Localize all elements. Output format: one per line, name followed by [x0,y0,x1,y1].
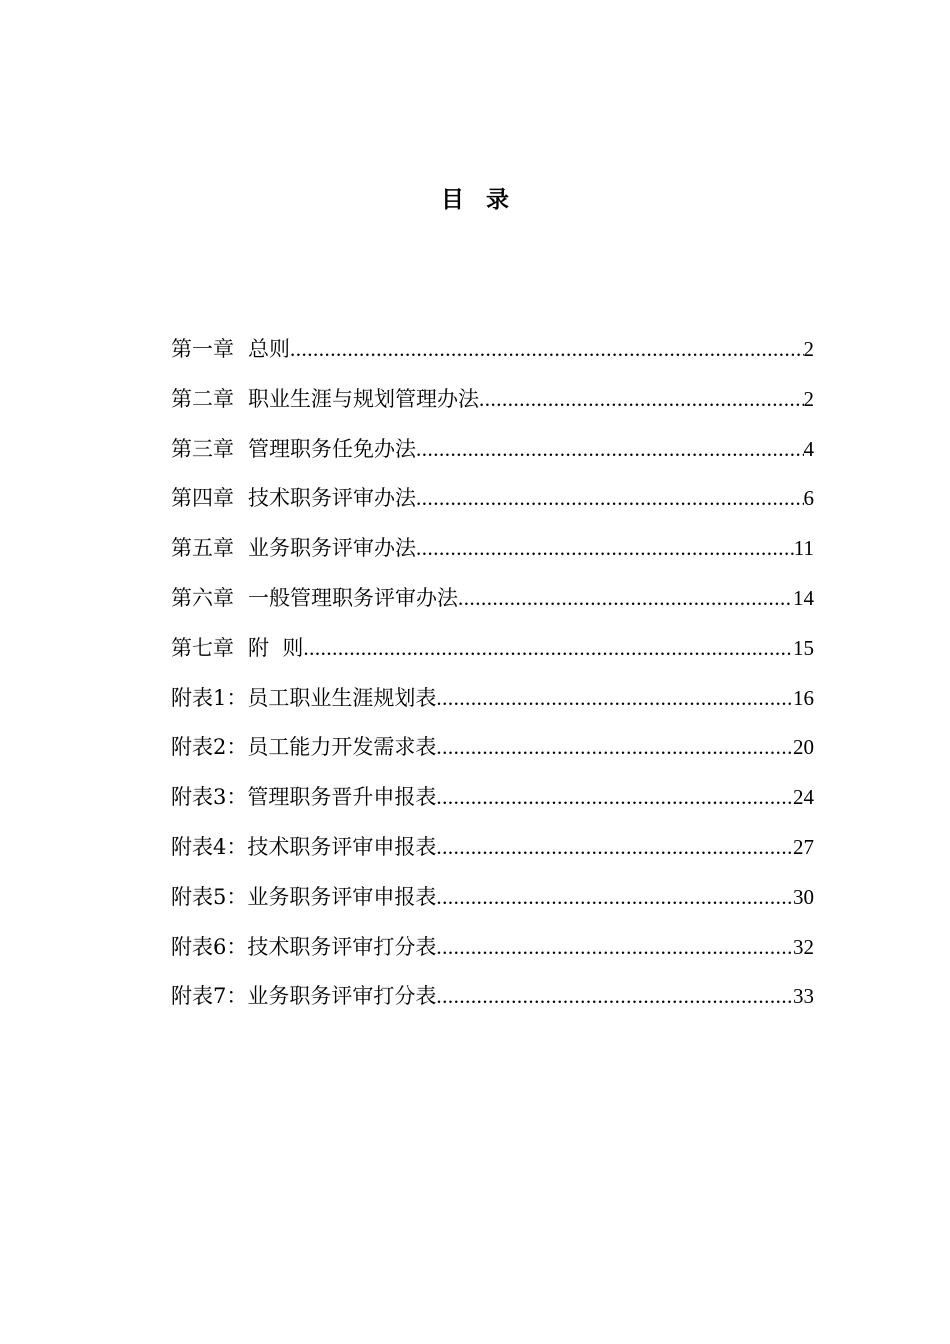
toc-entry-number: 附表3： [171,785,248,810]
toc-entry-label [171,878,436,916]
toc-entry-text: 业务职务评审打分表 [247,984,437,1009]
toc-entry-number: 附表1： [171,685,248,710]
toc-entry-number: 第四章 [171,486,234,511]
toc-entry-text: 管理职务任免办法 [248,436,416,461]
toc-entry-number: 附表6： [171,934,248,959]
toc-entry-label [171,928,436,966]
toc-entry-label [171,579,458,617]
toc-entry-text: 一般管理职务评审办法 [248,585,458,610]
toc-leader-dots [458,579,793,617]
toc-entry-number: 第三章 [171,436,234,461]
toc-page-number: 2 [803,386,814,411]
toc-entry-text: 技术职务评审打分表 [247,934,437,959]
toc-leader-dots [416,430,804,468]
toc-entry-label [171,828,436,866]
toc-entry-label [171,479,416,517]
toc-page-number: 32 [793,934,814,959]
toc-entry-text: 技术职务评审办法 [248,486,416,511]
toc-leader-dots [416,529,794,567]
toc-entry-label [171,430,416,468]
table-of-contents [171,330,814,1027]
toc-entry-number: 第六章 [171,585,234,610]
toc-entry-text: 职业生涯与规划管理办法 [248,386,479,411]
toc-page-number: 16 [793,685,814,710]
toc-entry[interactable] [171,728,814,778]
toc-leader-dots [436,928,793,966]
toc-page-number: 2 [803,337,814,361]
toc-entry[interactable] [171,479,814,529]
toc-entry-label [171,778,436,816]
toc-entry-text: 员工能力开发需求表 [247,735,437,760]
toc-entry-number: 第二章 [171,386,234,411]
toc-entry-number: 第五章 [171,536,234,561]
toc-leader-dots [303,629,793,667]
toc-page-number: 27 [793,834,814,859]
toc-leader-dots [290,330,804,368]
toc-leader-dots [416,479,804,517]
toc-entry-number: 附表4： [171,834,248,859]
toc-entry-label [171,380,479,418]
toc-entry-number: 附表7： [171,984,248,1009]
toc-entry-label [171,529,416,567]
toc-entry-text: 技术职务评审申报表 [247,834,437,859]
toc-page-number: 20 [793,735,814,760]
toc-leader-dots [436,977,793,1015]
toc-page-number: 15 [793,635,814,660]
toc-leader-dots [436,778,793,816]
toc-entry[interactable] [171,430,814,480]
toc-leader-dots [436,878,793,916]
toc-page-number: 11 [793,536,814,561]
toc-entry[interactable] [171,629,814,679]
toc-page-number: 6 [803,486,814,511]
toc-entry-label [171,679,436,717]
toc-entry-label [171,629,303,667]
toc-entry-number: 第一章 [171,337,234,361]
toc-page-number: 24 [793,785,814,810]
toc-entry-number: 附表5： [171,884,248,909]
toc-entry-text: 管理职务晋升申报表 [247,785,437,810]
toc-entry[interactable] [171,529,814,579]
toc-leader-dots [436,679,793,717]
toc-entry-number: 附表2： [171,735,248,760]
toc-entry[interactable] [171,878,814,928]
toc-entry[interactable] [171,928,814,978]
toc-page-number: 14 [793,585,814,610]
toc-leader-dots [479,380,804,418]
toc-entry-text: 附 则 [248,635,304,660]
toc-entry-text: 业务职务评审申报表 [247,884,437,909]
toc-entry-label [171,977,436,1015]
toc-entry[interactable] [171,778,814,828]
toc-entry[interactable] [171,330,814,380]
toc-leader-dots [436,728,793,766]
toc-entry-number: 第七章 [171,635,234,660]
toc-entry[interactable] [171,679,814,729]
toc-entry-text: 员工职业生涯规划表 [247,685,437,710]
toc-entry-text: 业务职务评审办法 [248,536,416,561]
page-title: 目录 [441,187,531,213]
toc-page-number: 30 [793,884,814,909]
toc-entry[interactable] [171,380,814,430]
toc-leader-dots [436,828,793,866]
toc-entry[interactable] [171,828,814,878]
toc-entry[interactable] [171,977,814,1027]
toc-entry-label [171,330,290,368]
toc-entry-label [171,728,436,766]
toc-entry[interactable] [171,579,814,629]
toc-page-number: 33 [793,984,814,1009]
toc-entry-text: 总则 [248,337,290,361]
toc-page-number: 4 [803,436,814,461]
